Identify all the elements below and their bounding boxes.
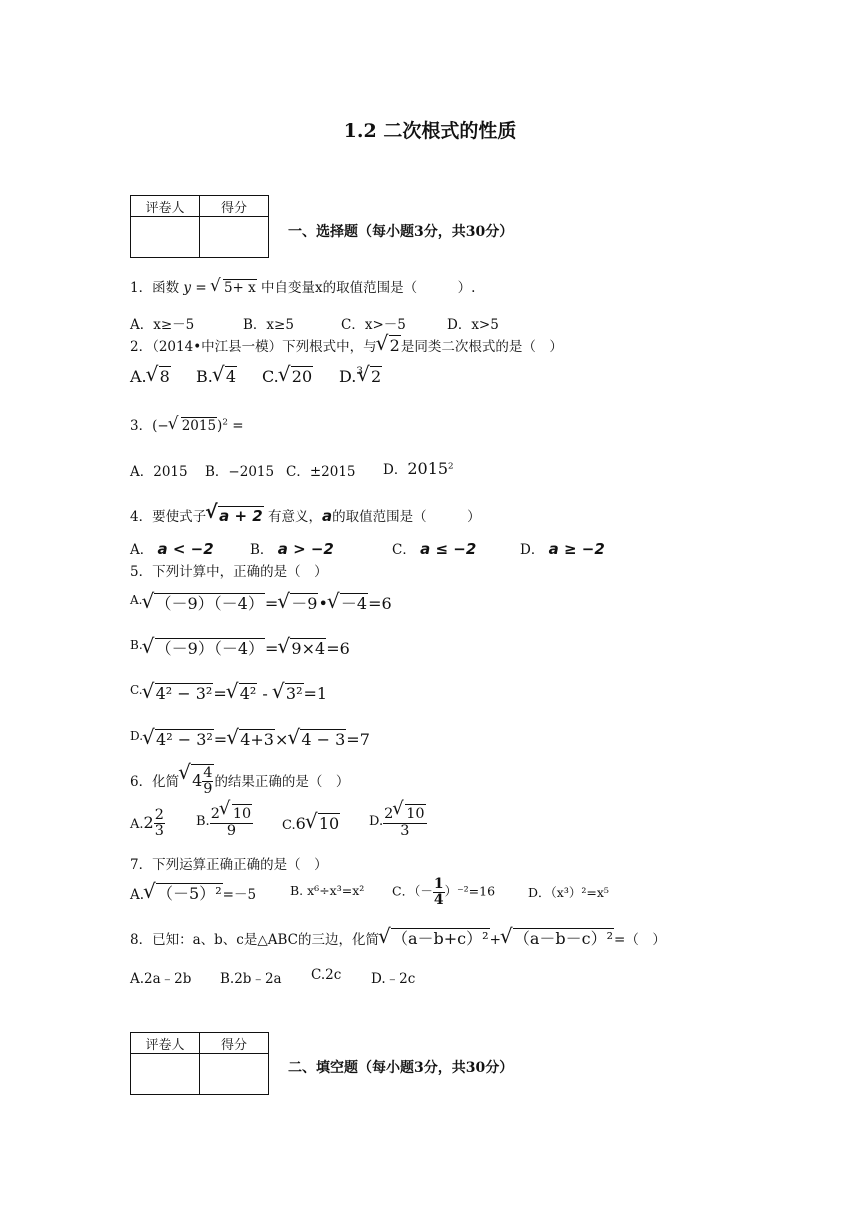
q5-a-lhs: （－9）（－4）: [155, 594, 264, 613]
q6-prefix: 6．化简: [130, 774, 180, 791]
question-4: [130, 505, 481, 525]
q1-radical: [212, 279, 257, 297]
q2-d-index: 3: [356, 364, 363, 377]
q4-option-d: [520, 538, 605, 558]
q2-c-label: C.: [262, 367, 279, 386]
q4-radical: [207, 506, 264, 525]
q6-a-whole: 2: [143, 813, 154, 833]
q5-a-label: A.: [130, 593, 143, 607]
q2-c-radicand: 20: [291, 367, 313, 386]
q8-prefix: 8．已知：a、b、c是△ABC的三边，化简: [130, 932, 379, 948]
q8-option-b: B.2b﹣2a: [220, 971, 282, 987]
q5-c-r1: 4²: [239, 684, 257, 703]
q5-d-r2: 4 − 3: [301, 730, 346, 749]
q4-var: a: [321, 507, 333, 525]
q6-option-c: [282, 813, 340, 833]
q1-option-d: D．x>5: [447, 317, 499, 333]
q7-c-num: 1: [433, 876, 444, 892]
q3-option-a: A．2015: [130, 464, 188, 480]
section-heading-fill: 二、填空题（每小题3分，共30分）: [288, 1060, 514, 1076]
q3-radicand: 2015: [181, 418, 217, 434]
q5-option-c: $^{C.}$√ 4² − 3²=√ 4² - √ 3²=1: [130, 683, 327, 703]
q5-a-dot: •: [318, 594, 328, 613]
q2-d-radical: [359, 366, 382, 386]
question-2: [130, 335, 563, 355]
score-header: 得分: [200, 196, 269, 217]
q8-plus: +: [489, 932, 501, 948]
grader-cell-2: [131, 1054, 200, 1095]
q6-d-radicand: 10: [406, 806, 425, 822]
question-7: 7．下列运算正确正确的是（ ）: [130, 857, 328, 873]
q6-a-den: 3: [154, 823, 164, 840]
q2-option-d: [339, 366, 382, 386]
q3-prefix: 3．: [130, 418, 153, 434]
q6-a-label: A.: [130, 817, 144, 833]
q6-b-fraction: [210, 804, 253, 839]
q5-option-b: $^{B.}$√ （－9）（－4）=√ 9×4=6: [130, 638, 350, 658]
q8-r1: （a－b+c）²: [391, 929, 489, 948]
q6-b-num: [210, 804, 253, 824]
q6-c-radicand: 10: [318, 814, 340, 833]
q3-option-d: [383, 458, 454, 478]
q5-c-r2-radical: [274, 683, 304, 703]
q6-d-coef: 2: [384, 806, 394, 822]
q3-d-exp: 2: [448, 461, 454, 472]
q2-d-radicand: 2: [370, 367, 382, 386]
q4-option-a: [130, 538, 214, 558]
q5-d-lhs-radical: [144, 729, 214, 749]
q5-d-label: D.: [130, 729, 144, 743]
q3-close: ): [217, 418, 223, 434]
q6-c-radical: [307, 813, 340, 833]
q6-d-radical: [394, 804, 425, 823]
grading-table-1: [130, 195, 269, 258]
q2-a-label: A.: [130, 367, 147, 386]
q4-option-c: [392, 538, 476, 558]
q4-middle: 有意义，: [267, 509, 322, 525]
q6-den: 9: [203, 781, 213, 798]
q5-a-r1: －9: [291, 594, 318, 613]
q5-a-r2-radical: [329, 593, 368, 613]
q7-option-d: D．（x³）²=x⁵: [528, 885, 609, 900]
q6-b-coef: 2: [210, 806, 220, 822]
q1-prefix: 1．函数: [130, 280, 180, 296]
q5-c-r2: 3²: [285, 684, 303, 703]
q5-c-lhs-radical: [144, 683, 214, 703]
q7-c-den: 4: [433, 891, 444, 908]
q3-eq: =: [227, 418, 244, 434]
q5-b-r1-radical: [279, 638, 326, 658]
q8-option-d: D.﹣2c: [371, 971, 416, 987]
q5-d-times: ×: [274, 730, 289, 749]
q5-a-lhs-radical: [143, 593, 264, 613]
q5-d-r1: 4+3: [240, 730, 274, 749]
q3-option-b: B．−2015: [205, 464, 275, 480]
q4-option-b: [250, 538, 334, 558]
q8-r2-radical: [502, 928, 614, 948]
q2-b-label: B.: [196, 367, 213, 386]
q5-c-result: =1: [303, 684, 328, 703]
q6-b-radical: [221, 804, 252, 823]
q6-d-label: D.: [369, 813, 384, 829]
q3-exp: 2: [222, 417, 228, 428]
q8-r2: （a－b－c）²: [513, 929, 614, 948]
q8-r1-radical: [380, 928, 490, 948]
q7-option-b: B. x⁶÷x³=x²: [290, 883, 365, 898]
q4-a-label: A．: [130, 542, 154, 558]
q6-c-label: C.: [282, 818, 296, 833]
q5-d-result: =7: [346, 730, 370, 749]
q4-prefix: 4．要使式子: [130, 509, 207, 525]
q6-fraction: [202, 766, 213, 797]
q2-a-radicand: 8: [159, 367, 170, 386]
q7-c-tail: ）⁻²=16: [444, 883, 496, 899]
grader-cell: [131, 217, 200, 258]
q5-c-lhs: 4² − 3²: [155, 684, 213, 703]
q6-c-coef: 6: [295, 814, 306, 833]
q4-c-label: C．: [392, 542, 416, 558]
q1-var-y: y: [183, 280, 192, 296]
q6-mixed-number: [191, 764, 214, 797]
q7-a-label: A.: [130, 887, 145, 903]
q6-b-den: 9: [226, 822, 236, 839]
question-3: [130, 414, 244, 435]
q6-num: 4: [203, 765, 213, 781]
q2-suffix: 是同类二次根式的是（ ）: [400, 339, 563, 355]
q1-option-b: B．x≥5: [243, 317, 294, 333]
q6-option-a: [130, 808, 165, 839]
q6-option-b: [196, 804, 253, 839]
q6-a-fraction: [154, 808, 165, 839]
q7-option-a: [130, 883, 256, 903]
q2-option-a: [130, 366, 171, 386]
q5-b-lhs: （－9）（－4）: [155, 639, 265, 658]
q4-a-expr: a < −2: [157, 540, 214, 558]
q5-a-r2: －4: [340, 594, 368, 613]
q6-d-den: 3: [400, 822, 410, 839]
q7-a-radical: [145, 883, 223, 903]
q4-d-label: D．: [520, 542, 545, 558]
q8-suffix: =（ ）: [614, 932, 666, 948]
q6-b-radicand: 10: [232, 806, 252, 822]
q5-option-d: $^{D.}$√ 4² − 3²=√ 4+3×√ 4 − 3=7: [130, 729, 370, 749]
q7-a-radicand: （－5）²: [157, 884, 222, 903]
question-1: [130, 276, 475, 297]
score-header-2: 得分: [200, 1033, 269, 1054]
q4-c-expr: a ≤ −2: [420, 540, 477, 558]
q4-b-expr: a > −2: [277, 540, 334, 558]
q5-c-r1-radical: [228, 683, 258, 703]
q2-c-radical: [280, 366, 313, 386]
q7-c-fraction: [433, 877, 445, 907]
q4-d-expr: a ≥ −2: [548, 540, 605, 558]
q1-option-a: A．x≥－5: [130, 317, 195, 333]
q1-eq: =: [191, 280, 211, 296]
q5-b-r1: 9×4: [291, 639, 326, 658]
q4-suffix: 的取值范围是（ ）: [332, 509, 481, 525]
q3-d-label: D．: [383, 462, 408, 478]
q4-b-label: B．: [250, 542, 274, 558]
q2-root-2: [378, 335, 401, 355]
q5-d-r1-radical: [228, 729, 275, 749]
q5-c-label: C.: [130, 683, 143, 697]
q6-suffix: 的结果正确的是（ ）: [214, 774, 350, 791]
q3-radical: [170, 417, 217, 435]
q5-option-a: $^{A.}$√ （－9）（－4）=√ －9•√ －4=6: [130, 593, 392, 613]
q5-b-result: =6: [326, 639, 350, 658]
q6-d-fraction: [383, 804, 426, 839]
grader-header: 评卷人: [131, 196, 200, 217]
score-cell-2: [200, 1054, 269, 1095]
q3-d-base: 2015: [407, 459, 449, 478]
grading-table-2: [130, 1032, 269, 1095]
question-6: [130, 764, 349, 797]
question-8: [130, 928, 666, 948]
q2-option-b: [196, 366, 237, 386]
q2-root-radicand: 2: [389, 336, 400, 355]
q1-radicand: 5+ x: [223, 280, 256, 296]
q5-a-r1-radical: [279, 593, 318, 613]
q2-b-radical: [214, 366, 237, 386]
q3-option-c: C．±2015: [286, 464, 356, 480]
q4-radicand: a + 2: [219, 507, 263, 525]
q2-prefix: 2．（2014•中江县一模）下列根式中，与: [130, 339, 377, 355]
q6-whole: 4: [192, 771, 203, 791]
q8-option-a: A.2a﹣2b: [130, 971, 192, 987]
q3-open: (−: [152, 418, 169, 434]
q2-d-label: D.: [339, 367, 357, 386]
q5-a-result: =6: [368, 594, 392, 613]
page-title: 1.2 二次根式的性质: [343, 120, 517, 142]
q5-d-lhs: 4² − 3²: [156, 730, 213, 749]
q6-d-num: [383, 804, 426, 824]
q7-c-label: C．（－: [392, 883, 433, 899]
q7-option-c: [392, 877, 495, 907]
q1-option-c: C．x>－5: [341, 317, 406, 333]
q6-option-d: [369, 804, 427, 839]
q6-b-label: B.: [196, 813, 210, 829]
q1-suffix: 中自变量x的取值范围是（ ）.: [261, 280, 476, 296]
question-5: 5．下列计算中，正确的是（ ）: [130, 564, 328, 580]
score-cell: [200, 217, 269, 258]
q5-c-minus: -: [257, 684, 273, 703]
section-heading-choice: 一、选择题（每小题3分，共30分）: [288, 224, 514, 240]
q8-option-c: C.2c: [311, 967, 342, 983]
q2-a-radical: [148, 366, 171, 386]
q6-a-num: 2: [154, 807, 164, 823]
q6-radical: [180, 764, 214, 797]
q2-option-c: [262, 366, 313, 386]
q2-b-radicand: 4: [225, 367, 237, 386]
q5-b-lhs-radical: [144, 638, 265, 658]
q7-a-result: =－5: [222, 887, 257, 903]
grader-header-2: 评卷人: [131, 1033, 200, 1054]
q5-d-r2-radical: [289, 729, 346, 749]
q5-b-label: B.: [130, 638, 143, 652]
